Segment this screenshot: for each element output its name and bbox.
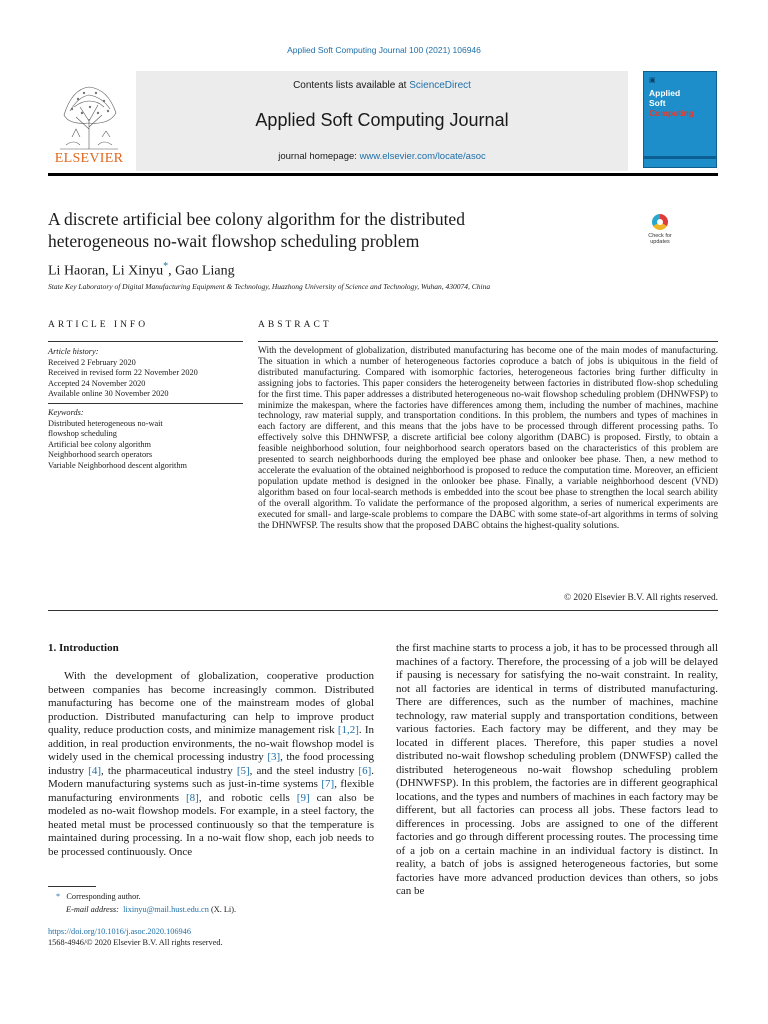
authors-main: Li Haoran, Li Xinyu [48, 263, 164, 279]
article-history [48, 347, 243, 400]
citation-link[interactable]: [9] [296, 791, 310, 804]
introduction-heading: 1. Introduction [48, 642, 119, 654]
cover-line-2: Soft [649, 98, 666, 108]
keywords-label: Keywords: [48, 408, 84, 417]
keywords [48, 408, 243, 471]
article-title [48, 208, 608, 252]
check-for-updates-line-2: updates [650, 239, 670, 245]
check-for-updates-label [641, 233, 679, 245]
elsevier-tree-icon [54, 79, 124, 151]
check-for-updates-line-1: Check for [648, 233, 672, 239]
article-title-line-1: A discrete artificial bee colony algorithm for the distributed [48, 209, 465, 229]
intro-text: can also be modeled as no-wait flowshop models. For example, in a steel factory, the heated metal must be processed continuously so that the temperature is maintained during processing. In a no-wait flow shop, each job needs to be processed continuously. Once [48, 791, 374, 858]
cover-mark-icon: ▣ [649, 77, 656, 84]
intro-text: , flexible manufacturing environments [48, 778, 374, 804]
article-title-line-2: heterogeneous no-wait flowshop scheduling problem [48, 231, 420, 251]
keyword-item: Distributed heterogeneous no-wait [48, 418, 163, 428]
journal-citation[interactable]: Applied Soft Computing Journal 100 (2021) 106946 [287, 45, 481, 55]
history-item: Accepted 24 November 2020 [48, 378, 146, 388]
intro-text: , and the steel industry [249, 764, 359, 777]
article-info-heading: ARTICLE INFO [48, 320, 149, 330]
authors-tail: , Gao Liang [168, 263, 235, 279]
keyword-item: Artificial bee colony algorithm [48, 439, 151, 449]
affiliation: State Key Laboratory of Digital Manufacturing Equipment & Technology, Huazhong University of Science and Technology, Wuhan, 430074, China [48, 282, 491, 291]
citation-link[interactable]: [7] [321, 778, 335, 790]
journal-banner [136, 71, 628, 171]
doi-link[interactable]: https://doi.org/10.1016/j.asoc.2020.106946 [48, 927, 191, 936]
email-footnote [66, 905, 236, 914]
journal-cover[interactable] [643, 71, 717, 168]
crossmark-icon [652, 214, 668, 230]
masthead-divider [48, 173, 718, 176]
contents-line [136, 80, 628, 91]
abstract-rule-top [258, 341, 718, 342]
citation-link[interactable]: [3] [267, 751, 281, 763]
doi-line [48, 927, 191, 936]
history-item: Available online 30 November 2020 [48, 389, 169, 398]
citation-link[interactable]: [6] [358, 764, 372, 777]
cover-title [649, 88, 694, 118]
homepage-line [136, 151, 628, 162]
corresponding-label: Corresponding author. [66, 892, 141, 901]
footnote-rule [48, 886, 96, 887]
elsevier-logo[interactable] [48, 71, 130, 171]
history-label: Article history: [48, 347, 99, 356]
abstract-copyright: © 2020 Elsevier B.V. All rights reserved. [563, 593, 718, 603]
intro-text: , the pharmaceutical industry [100, 764, 237, 777]
introduction-right-column: the first machine starts to process a job, it has to be processed through all machines of a factory. Therefore, the processing of a job will be delayed if pausing is necessary for satisfying the no-wait constraint. In reality, not all factories are identical in terms of distributed manufacturing. There are differences, such as the number of machines, machine technology, raw material supply and transportation conditions, between various factories. Each factory may be different, and they may be located in different places. Therefore, this paper studies a novel distributed no-wait flowshop scheduling problem (DNWFSP) called the distributed heterogeneous no-wait flowshop scheduling problem (DHNWFSP). In this problem, the factories are in different geographical locations, and the types and numbers of machines in each factory may be different, but all factories can process all jobs. These factors lead to differences in processing. Jobs are assigned to one of the different factories and go through different processing routes. The processing time of a job on a certain machine in an individual factory is distinct. In reality, a batch of jobs is assigned heterogeneous factories, but some factories have more advanced production devices than others, so jobs can be [396, 642, 718, 897]
history-item: Received 2 February 2020 [48, 357, 136, 367]
journal-masthead [48, 71, 718, 174]
citation-link[interactable]: [5] [236, 764, 250, 777]
publisher-name: ELSEVIER [54, 151, 124, 166]
intro-text: . Modern manufacturing systems such as just-in-time systems [48, 764, 374, 790]
cover-line-1: Applied [649, 88, 681, 98]
footnote-mark: * [56, 892, 61, 901]
citation-link[interactable]: [8] [186, 791, 199, 804]
abstract-text: With the development of globalization, distributed manufacturing has become one of the main modes of manufacturing. The situation in which a number of heterogeneous factories coproduce a batch of jobs is ubiquitous in the field of distributed manufacturing. Compared with isomorphic factories, heterogeneous factories bring further difficulty in assigning jobs to factories. This paper considers the heterogeneity between factories in distributed flow-shop scheduling for the first time. This paper addresses a distributed heterogeneous no-wait flowshop scheduling problem (DHNWFSP) to minimize the makespan, where the factories have differences among them, including the number of machines, machine technology, raw material supply, and transportation conditions. In this problem, the numbers and types of machines in each factory are different, and this means that the jobs have to be processed through different processing paths. To effectively solve this DHNWFSP, a discrete artificial bee colony algorithm (DABC) is proposed. Firstly, to obtain a feasible neighborhood solution, four neighborhood search operators based on the characteristics of this problem are presented to search neighborhoods during the employed bee phase and onlooker bee phase. Then, a new method to accelerate the evaluation of the obtained neighborhood is proposed to reduce the computation time. Moreover, an efficient population update method is designed in the onlooker bee phase. Finally, a variable neighborhood descent (VND) algorithm based on four local-search methods is embedded into the scout bee phase to strengthen the local search ability of the overall algorithm. To validate the performance of the proposed algorithm, a series of numerical experiments are executed for small- and large-scale problems to compare the DABC with some state-of-art algorithms in terms of solving the DHNWFSP. The results show that the proposed DABC obtains the highest-quality solutions. [258, 346, 718, 531]
keyword-item: flowshop scheduling [48, 429, 117, 438]
cover-line-3: Computing [649, 108, 694, 118]
abstract-heading: ABSTRACT [258, 320, 332, 330]
contents-prefix: Contents lists available at [293, 80, 410, 91]
email-tail: (X. Li). [210, 905, 237, 914]
article-info-rule [48, 341, 243, 342]
cover-strip [644, 156, 716, 159]
issn-line: 1568-4946/© 2020 Elsevier B.V. All rights reserved. [48, 938, 223, 947]
sciencedirect-link[interactable]: ScienceDirect [409, 80, 471, 91]
author-list [48, 261, 235, 280]
intro-text: , the food processing industry [48, 751, 374, 777]
journal-homepage-link[interactable]: www.elsevier.com/locate/asoc [359, 151, 486, 162]
citation-link[interactable]: [4] [88, 764, 101, 777]
keyword-item: Neighborhood search operators [48, 450, 153, 459]
intro-text: With the development of globalization, cooperative production between companies has become increasingly common. Distributed manufacturing has become one of the mainstream modes of global production. Distributed manufacturing can help to improve product quality, reduce production costs, and minimize management risk [48, 670, 374, 736]
author-email-link[interactable]: lixinyu@mail.hust.edu.cn [123, 905, 209, 914]
keywords-rule [48, 403, 243, 404]
intro-text: . In addition, in real production environments, the no-wait flowshop model is widely used in the chemical processing industry [48, 724, 374, 763]
keyword-item: Variable Neighborhood descent algorithm [48, 460, 187, 470]
history-item: Received in revised form 22 November 2020 [48, 368, 198, 377]
email-label: E-mail address: [66, 905, 119, 914]
homepage-prefix: journal homepage: [278, 151, 360, 162]
check-for-updates-button[interactable] [641, 212, 679, 250]
citation-link[interactable]: [1,2] [337, 724, 359, 736]
intro-text: , and robotic cells [198, 791, 297, 804]
corresponding-footnote [56, 892, 141, 901]
corresponding-author-mark[interactable]: * [163, 261, 169, 272]
abstract-rule-bottom [48, 610, 718, 611]
journal-title: Applied Soft Computing Journal [255, 110, 509, 130]
introduction-left-column [48, 670, 374, 859]
